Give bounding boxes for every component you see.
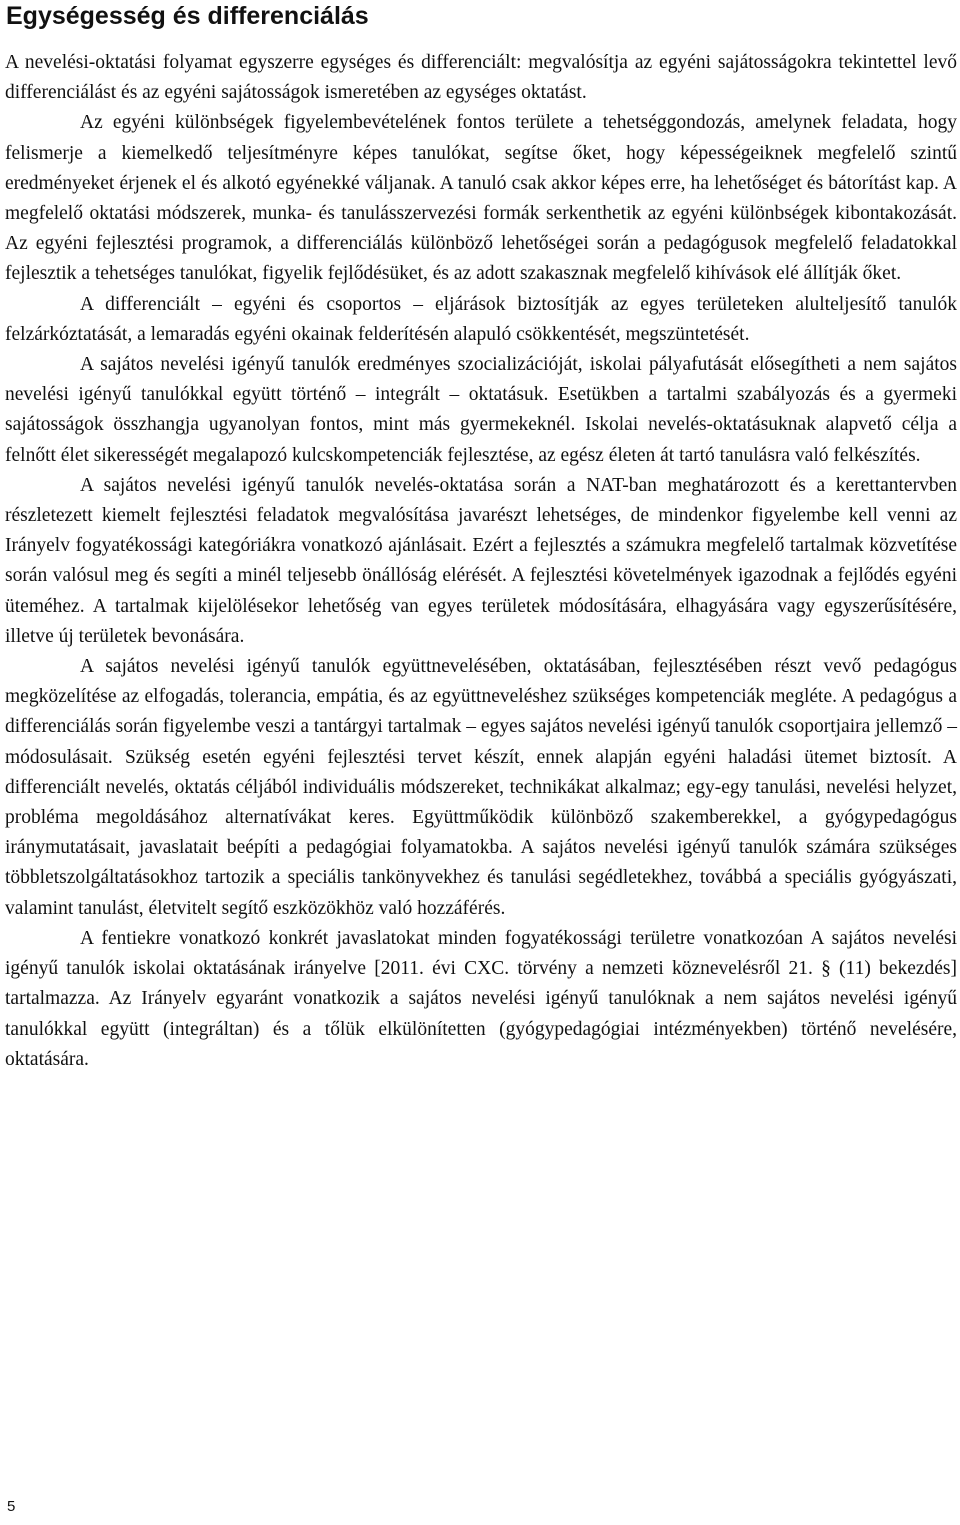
page-number: 5 [7,1498,16,1515]
body-text [5,48,957,1075]
paragraph: A differenciált – egyéni és csoportos – eljárások biztosítják az egyes területeken alulteljesítő tanulók felzárkóztatását, a lemaradás egyéni okainak felderítésén alapuló csökkentését, megszüntetését. [5,293,957,345]
paragraph: Az egyéni különbségek figyelembevételének fontos területe a tehetséggondozás, amelynek feladata, hogy felismerje a kiemelkedő teljesítményre képes tanulókat, segítse őket, hogy képességeiknek megfelelő szintű eredményeket érjenek el és alkotó egyénekké váljanak. A tanuló csak akkor képes erre, ha lehetőséget és bátorítást kap. A megfelelő oktatási módszerek, munka- és tanulásszervezési formák serkenthetik az egyéni különbségek kibontakozását. Az egyéni fejlesztési programok, a differenciálás különböző lehetőségei során a pedagógusok megfelelő feladatokkal fejlesztik a tehetséges tanulókat, figyelik fejlődésüket, és az adott szakasznak megfelelő kihívások elé állítják őket. [5,112,957,285]
paragraph: A fentiekre vonatkozó konkrét javaslatokat minden fogyatékossági területre vonatkozóan A sajátos nevelési igényű tanulók iskolai oktatásának irányelve [2011. évi CXC. törvény a nemzeti köznevelésről 21. § (11) bekezdés] tartalmazza. Az Irányelv egyaránt vonatkozik a sajátos nevelési igényű tanulóknak a nem sajátos nevelési igényű tanulókkal együtt (integráltan) és a tőlük elkülönítetten (gyógypedagógiai intézményekben) történő nevelésére, oktatására. [5,927,957,1070]
paragraph: A sajátos nevelési igényű tanulók nevelés-oktatása során a NAT-ban meghatározott és a kerettantervben részletezett kiemelt fejlesztési feladatok megvalósítása javarészt lehetséges, de mindenkor figyelembe kell venni az Irányelv fogyatékossági kategóriákra vonatkozó ajánlásait. Ezért a fejlesztés a számukra megfelelő tartalmak közvetítése során valósul meg és segíti a minél teljesebb önállóság elérését. A fejlesztési követelmények igazodnak a fejlődés egyéni üteméhez. A tartalmak kijelölésekor lehetőség van egyes területek módosítására, elhagyására vagy egyszerűsítésére, illetve új területek bevonására. [5,474,957,647]
section-heading: Egységesség és differenciálás [6,2,369,30]
paragraph: A sajátos nevelési igényű tanulók együttnevelésében, oktatásában, fejlesztésében részt vevő pedagógus megközelítése az elfogadás, tolerancia, empátia, és az együttneveléshez szükséges kompetenciák megléte. A pedagógus a differenciálás során figyelembe veszi a tantárgyi tartalmak – egyes sajátos nevelési igényű tanulók csoportjaira jellemző – módosulásait. Szükség esetén egyéni fejlesztési tervet készít, ennek alapján egyéni haladási ütemet biztosít. A differenciált nevelés, oktatás céljából individuális módszereket, technikákat alkalmaz; egy-egy tanulási, nevelési helyzet, probléma megoldásához alternatívákat keres. Együttműködik különböző szakemberekkel, a gyógypedagógus iránymutatásait, javaslatait beépíti a pedagógiai folyamatokba. A sajátos nevelési igényű tanulók számára szükséges többletszolgáltatásokhoz tartozik a speciális tankönyvekhez és tanulási segédletekhez, továbbá a speciális gyógyászati, valamint tanulást, életvitelt segítő eszközökhöz való hozzáférés. [5,656,957,919]
paragraph: A nevelési-oktatási folyamat egyszerre egységes és differenciált: megvalósítja az egyéni sajátosságokra tekintettel levő differenciálást és az egyéni sajátosságok ismeretében az egységes oktatást. [5,52,957,104]
paragraph: A sajátos nevelési igényű tanulók eredményes szocializációját, iskolai pályafutását elősegítheti a nem sajátos nevelési igényű tanulókkal együtt történő – integrált – oktatásuk. Esetükben a tartalmi szabályozás és a gyermeki sajátosságok összhangja ugyanolyan fontos, mint más gyermekeknél. Iskolai nevelés-oktatásuknak alapvető célja a felnőtt élet sikerességét megalapozó kulcskompetenciák fejlesztése, az egész életen át tartó tanulásra való felkészítés. [5,354,957,466]
